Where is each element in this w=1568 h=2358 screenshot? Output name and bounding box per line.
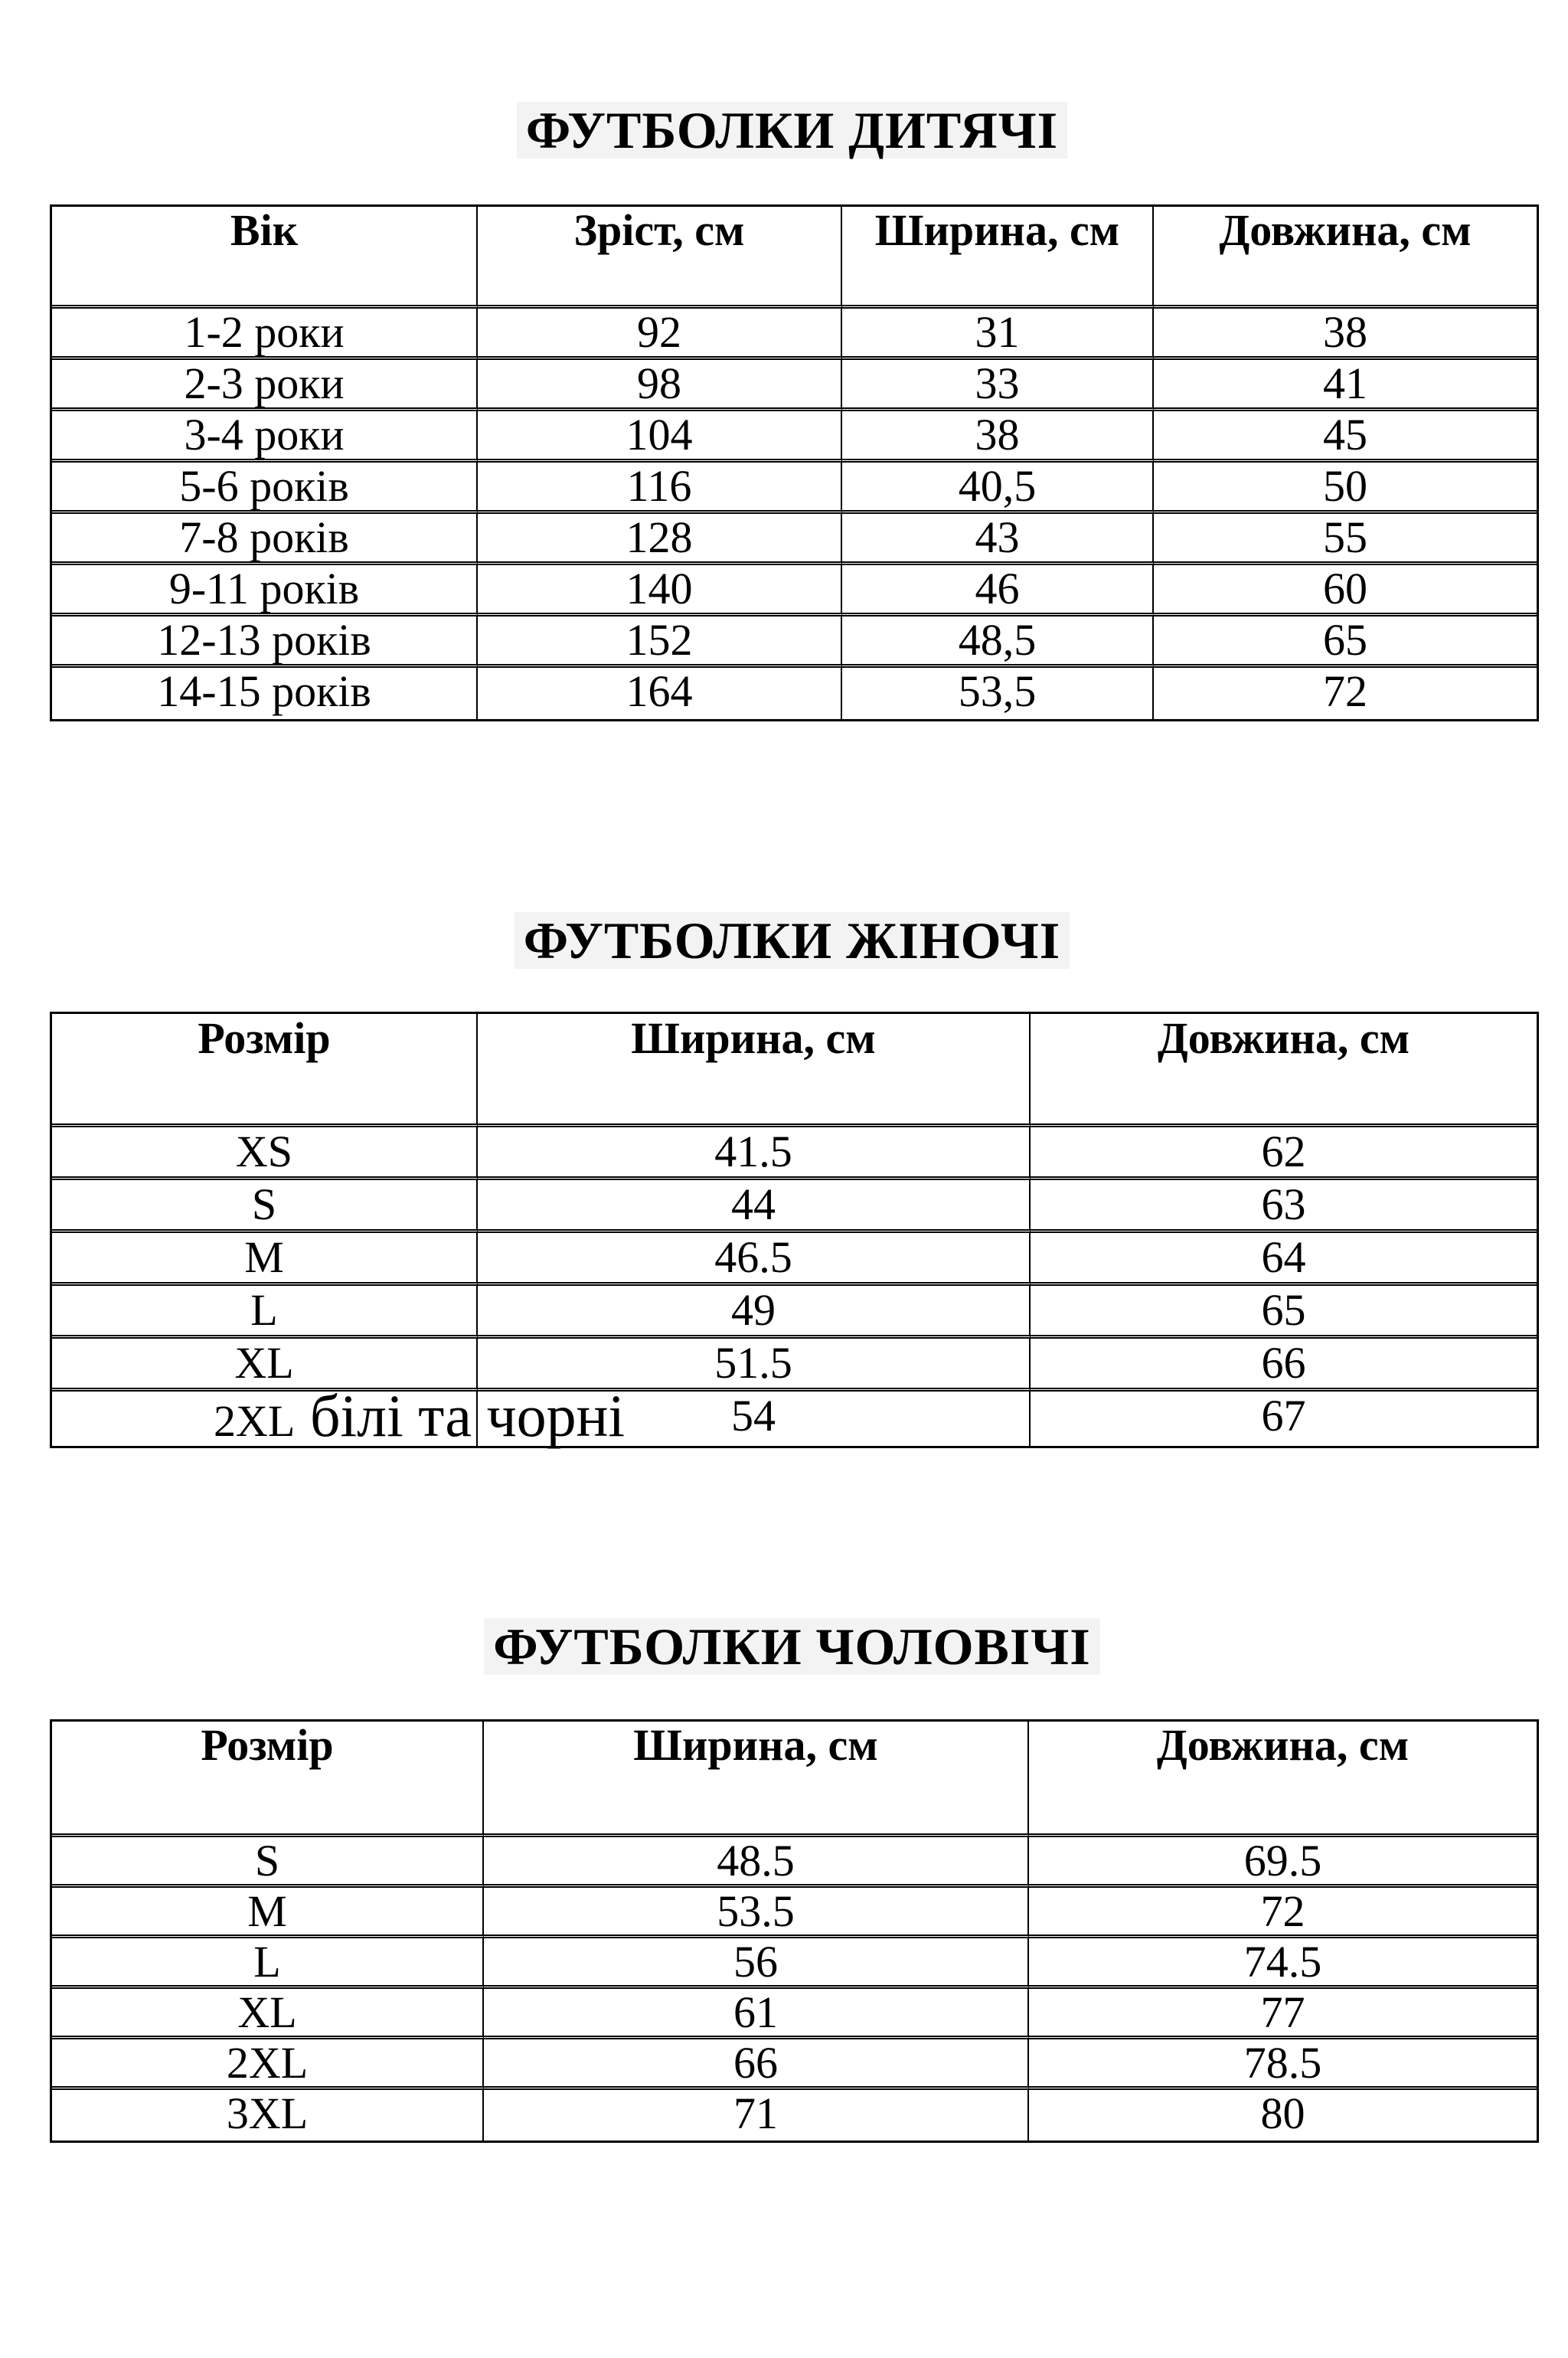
table-cell: 61 bbox=[484, 1989, 1029, 2039]
table-cell: 38 bbox=[842, 411, 1154, 463]
table-cell: 1-2 роки bbox=[52, 309, 478, 360]
table-body bbox=[52, 1837, 1537, 2141]
table-cell: L bbox=[52, 1286, 478, 1339]
table-cell: 46.5 bbox=[478, 1233, 1031, 1286]
table-row bbox=[52, 514, 1537, 565]
page-title: ФУТБОЛКИ ДИТЯЧІ bbox=[517, 102, 1067, 159]
table-cell: 48.5 bbox=[484, 1837, 1029, 1888]
table-row bbox=[52, 668, 1537, 719]
header-cell: Довжина, см bbox=[1029, 1722, 1537, 1837]
table-row bbox=[52, 1233, 1537, 1286]
table-cell: 14-15 років bbox=[52, 668, 478, 719]
table-cell: 2-3 роки bbox=[52, 360, 478, 411]
table-cell: 31 bbox=[842, 309, 1154, 360]
table-cell: 51.5 bbox=[478, 1339, 1031, 1392]
table-row bbox=[52, 616, 1537, 668]
table-cell: 116 bbox=[478, 463, 842, 514]
table-cell: 41 bbox=[1154, 360, 1537, 411]
table-cell: 128 bbox=[478, 514, 842, 565]
table-cell: 80 bbox=[1260, 2088, 1305, 2138]
table-row bbox=[52, 1989, 1537, 2039]
table-cell: 53,5 bbox=[842, 668, 1154, 719]
table-body bbox=[52, 309, 1537, 719]
table-header bbox=[52, 1722, 1537, 1837]
header-cell: Ширина, см bbox=[478, 1014, 1031, 1127]
table-row bbox=[52, 1837, 1537, 1888]
table-cell: 67 bbox=[1261, 1391, 1306, 1441]
table-cell: S bbox=[52, 1837, 484, 1888]
table-row bbox=[52, 309, 1537, 360]
header-row bbox=[52, 207, 1537, 309]
table-cell: XL bbox=[52, 1339, 478, 1392]
table-cell: 53.5 bbox=[484, 1888, 1029, 1938]
table-cell: M bbox=[52, 1888, 484, 1938]
table-cell: 78.5 bbox=[1029, 2039, 1537, 2090]
table-row bbox=[52, 1339, 1537, 1392]
header-cell: Розмір bbox=[52, 1722, 484, 1837]
header-row bbox=[52, 1014, 1537, 1127]
table-cell: 74.5 bbox=[1029, 1938, 1537, 1989]
table-row bbox=[52, 463, 1537, 514]
header-cell: Ширина, см bbox=[484, 1722, 1029, 1837]
table-cell: 45 bbox=[1154, 411, 1537, 463]
title-row bbox=[50, 102, 1534, 159]
table-cell: S bbox=[52, 1180, 478, 1233]
table-cell: 77 bbox=[1029, 1989, 1537, 2039]
table-cell: M bbox=[52, 1233, 478, 1286]
header-cell: Довжина, см bbox=[1154, 207, 1537, 309]
table-cell: 44 bbox=[478, 1180, 1031, 1233]
table-cell: 3-4 роки bbox=[52, 411, 478, 463]
children-size-table bbox=[50, 204, 1539, 721]
table-cell: 152 bbox=[478, 616, 842, 668]
table-cell: 33 bbox=[842, 360, 1154, 411]
header-cell: Вік bbox=[52, 207, 478, 309]
table-header bbox=[52, 207, 1537, 309]
table-cell: L bbox=[52, 1938, 484, 1989]
table-row bbox=[52, 1180, 1537, 1233]
table-cell: 140 bbox=[478, 565, 842, 616]
table-cell: 40,5 bbox=[842, 463, 1154, 514]
section-women-tshirts bbox=[0, 912, 1568, 1448]
table-row bbox=[52, 2090, 1537, 2141]
table-cell: 65 bbox=[1154, 616, 1537, 668]
table-cell: XL bbox=[52, 1989, 484, 2039]
table-cell: 60 bbox=[1154, 565, 1537, 616]
table-cell: 2XL bbox=[52, 2039, 484, 2090]
table-row bbox=[52, 2039, 1537, 2090]
header-row bbox=[52, 1722, 1537, 1837]
title-row bbox=[50, 912, 1534, 969]
table-cell: 69.5 bbox=[1029, 1837, 1537, 1888]
table-cell: 72 bbox=[1029, 1888, 1537, 1938]
table-header bbox=[52, 1014, 1537, 1127]
table-row bbox=[52, 360, 1537, 411]
section-men-tshirts bbox=[0, 1618, 1568, 2143]
header-cell: Ширина, см bbox=[842, 207, 1154, 309]
page-title: ФУТБОЛКИ ЧОЛОВІЧІ bbox=[484, 1618, 1100, 1675]
women-size-table bbox=[50, 1012, 1539, 1448]
table-row bbox=[52, 1127, 1537, 1180]
table-row bbox=[52, 1286, 1537, 1339]
table-cell: 41.5 bbox=[478, 1127, 1031, 1180]
table-cell: 38 bbox=[1154, 309, 1537, 360]
table-cell: 92 bbox=[478, 309, 842, 360]
table-cell: 104 bbox=[478, 411, 842, 463]
page-title: ФУТБОЛКИ ЖІНОЧІ bbox=[514, 912, 1070, 969]
section-children-tshirts bbox=[0, 102, 1568, 721]
table-row bbox=[52, 411, 1537, 463]
table-cell: 54 bbox=[478, 1392, 1031, 1446]
table-cell: 5-6 років bbox=[52, 463, 478, 514]
table-cell: 55 bbox=[1154, 514, 1537, 565]
size-label: 2XL bbox=[214, 1396, 296, 1446]
table-cell: 63 bbox=[1031, 1180, 1537, 1233]
table-cell: 3XL bbox=[52, 2090, 484, 2141]
table-body bbox=[52, 1127, 1537, 1449]
header-cell: Довжина, см bbox=[1031, 1014, 1537, 1127]
title-row bbox=[50, 1618, 1534, 1675]
table-cell: 62 bbox=[1031, 1127, 1537, 1180]
table-cell bbox=[52, 1382, 626, 1449]
table-cell: 72 bbox=[1323, 666, 1367, 716]
table-cell: 66 bbox=[484, 2039, 1029, 2090]
table-cell: 49 bbox=[478, 1286, 1031, 1339]
table-cell: 46 bbox=[842, 565, 1154, 616]
table-cell: 64 bbox=[1031, 1233, 1537, 1286]
men-size-table bbox=[50, 1719, 1539, 2143]
table-row bbox=[52, 1888, 1537, 1938]
table-cell: 65 bbox=[1031, 1286, 1537, 1339]
header-cell: Зріст, см bbox=[478, 207, 842, 309]
table-cell: 66 bbox=[1031, 1339, 1537, 1392]
table-row bbox=[52, 565, 1537, 616]
table-cell: 48,5 bbox=[842, 616, 1154, 668]
color-note: білі та чорні bbox=[295, 1382, 626, 1449]
header-cell: Розмір bbox=[52, 1014, 478, 1127]
table-cell: 9-11 років bbox=[52, 565, 478, 616]
table-cell: 43 bbox=[842, 514, 1154, 565]
table-cell: 71 bbox=[484, 2090, 1029, 2141]
table-cell: 50 bbox=[1154, 463, 1537, 514]
table-cell: 56 bbox=[484, 1938, 1029, 1989]
table-cell: XS bbox=[52, 1127, 478, 1180]
table-row bbox=[52, 1392, 1537, 1446]
table-cell: 7-8 років bbox=[52, 514, 478, 565]
table-cell: 12-13 років bbox=[52, 616, 478, 668]
table-cell: 164 bbox=[478, 668, 842, 719]
table-cell: 98 bbox=[478, 360, 842, 411]
table-row bbox=[52, 1938, 1537, 1989]
